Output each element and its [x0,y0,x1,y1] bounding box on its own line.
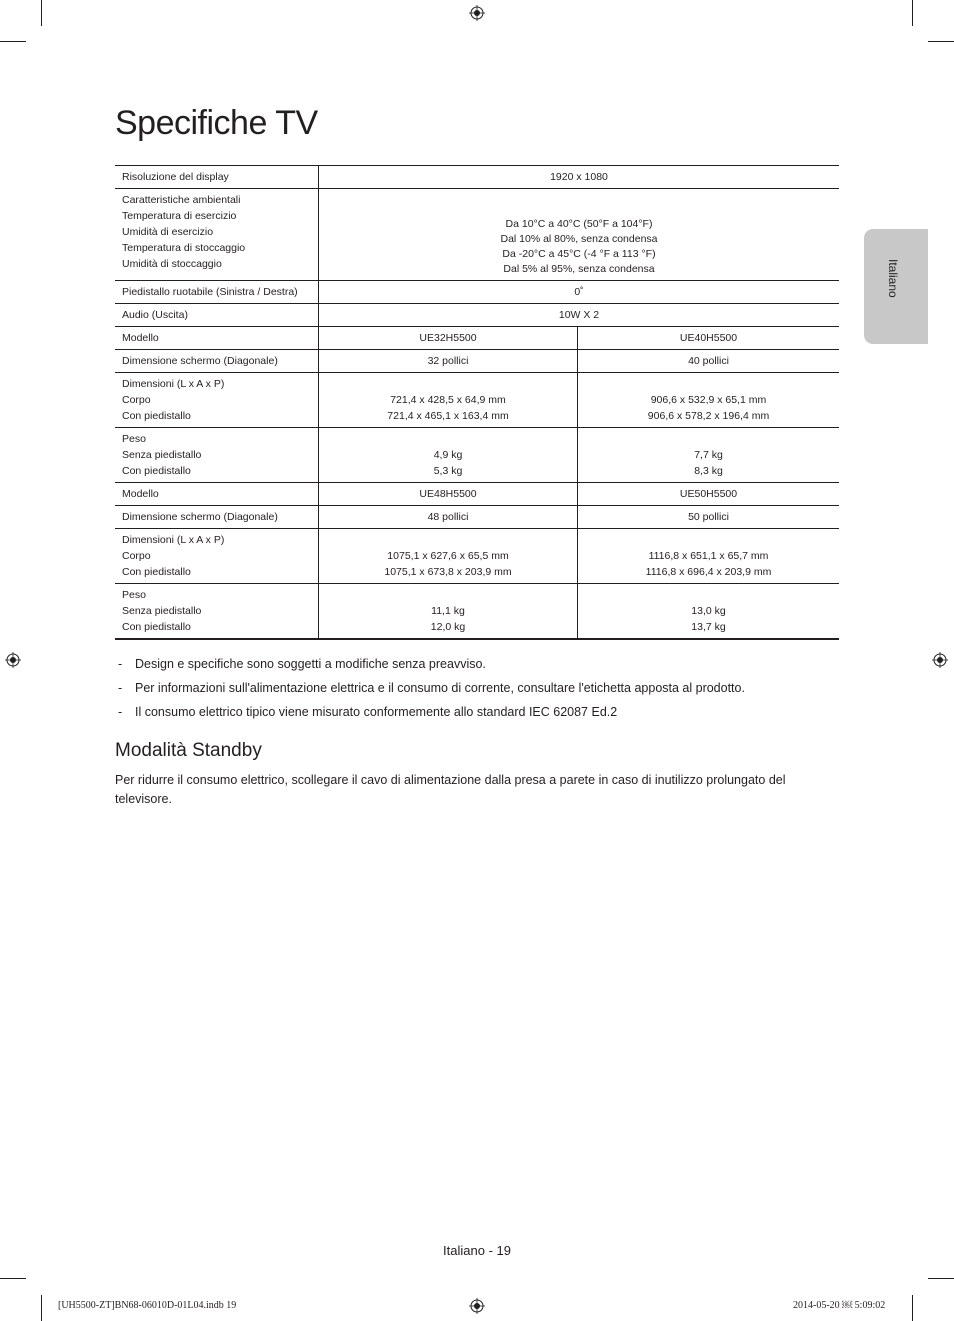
note-dash: - [118,681,123,695]
label-line: Con piedistallo [122,566,191,578]
notes-list [115,655,855,727]
label-line: Senza piedistallo [122,605,202,617]
spec-value: 10W X 2 [319,304,840,327]
note-item [115,655,855,679]
label-line: Temperatura di stoccaggio [122,242,246,254]
value-line: 906,6 x 578,2 x 196,4 mm [647,410,770,422]
value-line: 7,7 kg [694,449,723,461]
table-row [115,281,839,304]
value-line: 11,1 kg [431,605,465,617]
spec-label: Dimensione schermo (Diagonale) [115,506,319,529]
label-line: Con piedistallo [122,465,191,477]
label-line: Dimensioni (L x A x P) [122,378,225,390]
model-value: UE40H5500 [578,327,840,350]
model-value: UE32H5500 [319,327,578,350]
note-dash: - [118,657,123,671]
label-line: Peso [122,433,146,445]
screen-value: 40 pollici [578,350,840,373]
language-side-tab [864,229,928,344]
note-text: Design e specifiche sono soggetti a modifiche senza preavviso. [135,657,486,671]
table-row [115,529,839,584]
dimension-value [578,373,840,428]
spec-table [115,165,839,640]
crop-mark [912,1295,913,1321]
value-line: 1075,1 x 627,6 x 65,5 mm [387,550,509,562]
label-line: Con piedistallo [122,410,191,422]
label-line: Corpo [122,394,151,406]
date-slug: 2014-05-20 ￼ 5:09:02 [793,1300,886,1311]
screen-value: 50 pollici [578,506,840,529]
note-text: Per informazioni sull'alimentazione elettrica e il consumo di corrente, consultare l'etichetta apposta al prodotto. [135,681,745,695]
value-line: 12,0 kg [430,621,466,633]
label-line: Peso [122,589,146,601]
spec-label: Audio (Uscita) [115,304,319,327]
spec-label: Modello [115,483,319,506]
value-line: Da -20°C a 45°C (-4 °F a 113 °F) [502,248,656,260]
label-line: Corpo [122,550,151,562]
label-line: Senza piedistallo [122,449,202,461]
table-row [115,483,839,506]
value-line: 906,6 x 532,9 x 65,1 mm [650,394,767,406]
table-row [115,373,839,428]
crop-mark [41,0,42,26]
table-row [115,189,839,281]
value-line: 4,9 kg [433,449,463,461]
value-line: Da 10°C a 40°C (50°F a 104°F) [505,218,653,230]
note-item [115,703,855,727]
weight-value [578,584,840,640]
spec-label: Dimensione schermo (Diagonale) [115,350,319,373]
spec-label [115,529,319,584]
spec-label: Risoluzione del display [115,166,319,189]
spec-value: 0˚ [319,281,840,304]
registration-mark-icon [932,652,948,668]
note-text: Il consumo elettrico tipico viene misurato conformemente allo standard IEC 62087 Ed.2 [135,705,618,719]
crop-mark [41,1295,42,1321]
value-line: Dal 5% al 95%, senza condensa [503,263,655,275]
registration-mark-icon [5,652,21,668]
value-line: 1116,8 x 651,1 x 65,7 mm [648,550,769,562]
label-line: Con piedistallo [122,621,191,633]
value-line: 8,3 kg [694,465,723,477]
crop-mark [0,41,26,42]
table-row [115,584,839,640]
spec-label: Modello [115,327,319,350]
table-row [115,506,839,529]
crop-mark [0,1278,26,1279]
table-row [115,428,839,483]
spec-label [115,373,319,428]
spec-label: Piedistallo ruotabile (Sinistra / Destra) [115,281,319,304]
table-row [115,304,839,327]
label-line: Umidità di esercizio [122,226,214,238]
weight-value [319,584,578,640]
screen-value: 32 pollici [319,350,578,373]
side-tab-label: Italiano [886,259,900,298]
table-row [115,327,839,350]
note-item [115,679,855,703]
crop-mark [912,0,913,26]
crop-mark [928,41,954,42]
label-line: Caratteristiche ambientali [122,194,241,206]
registration-mark-icon [469,5,485,21]
weight-value [319,428,578,483]
spec-value: 1920 x 1080 [319,166,840,189]
model-value: UE50H5500 [578,483,840,506]
value-line: Dal 10% al 80%, senza condensa [500,233,658,245]
value-line: 13,7 kg [691,621,726,633]
dimension-value [319,373,578,428]
dimension-value [319,529,578,584]
registration-mark-icon [469,1298,485,1314]
crop-mark [928,1278,954,1279]
value-line: 1116,8 x 696,4 x 203,9 mm [645,566,772,578]
value-line: 13,0 kg [691,605,726,617]
value-line: 721,4 x 428,5 x 64,9 mm [390,394,506,406]
page-title: Specifiche TV [115,104,318,142]
spec-label [115,189,319,281]
spec-label [115,428,319,483]
label-line: Dimensioni (L x A x P) [122,534,225,546]
label-line: Umidità di stoccaggio [122,258,222,270]
file-slug: [UH5500-ZT]BN68-06010D-01L04.indb 19 [58,1300,237,1311]
standby-heading: Modalità Standby [115,740,262,761]
value-line: 721,4 x 465,1 x 163,4 mm [387,410,509,422]
label-line: Temperatura di esercizio [122,210,237,222]
spec-value [319,189,840,281]
page-number: Italiano - 19 [443,1243,511,1258]
model-value: UE48H5500 [319,483,578,506]
standby-paragraph: Per ridurre il consumo elettrico, scollegare il cavo di alimentazione dalla presa a parete in caso di inutilizzo prolungato del televisore. [115,773,786,806]
value-line: 5,3 kg [433,465,463,477]
dimension-value [578,529,840,584]
table-row [115,166,839,189]
value-line: 1075,1 x 673,8 x 203,9 mm [384,566,512,578]
weight-value [578,428,840,483]
spec-label [115,584,319,640]
table-row [115,350,839,373]
note-dash: - [118,705,123,719]
screen-value: 48 pollici [319,506,578,529]
